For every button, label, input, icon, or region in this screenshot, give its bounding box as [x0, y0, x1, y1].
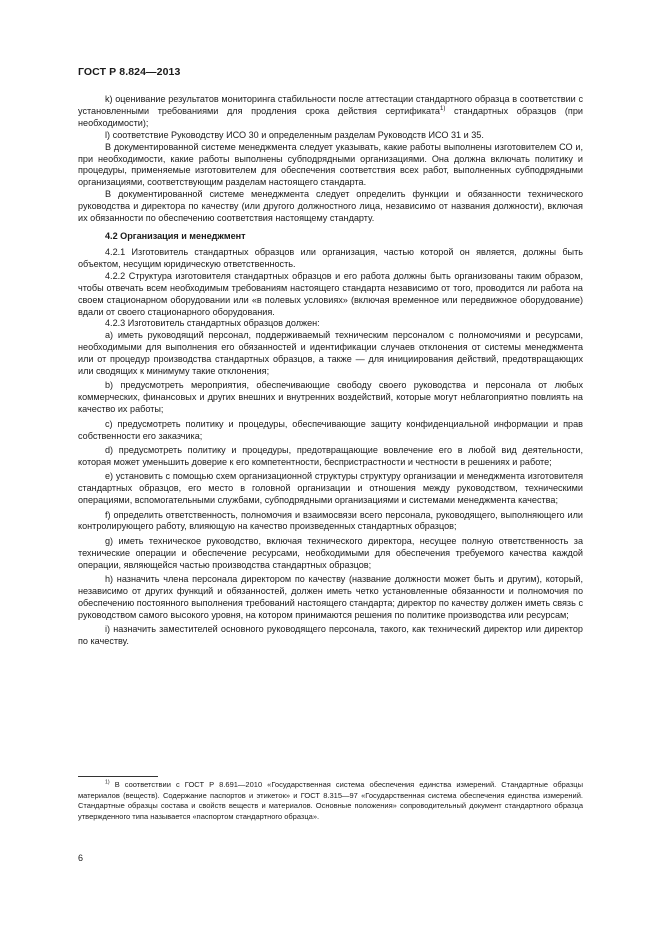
footnote-body: В соответствии с ГОСТ Р 8.691—2010 «Государственная система обеспечения единства измерений. Стандартные образцы материалов (веществ). Содержание паспортов и этикеток» и ГОСТ 8.315—97 «Государственная система обеспечения единства измерений. Стандартные образцы состава и свойств веществ и материалов. Основные положения» сопроводительный документ стандартного образца утвержденного типа называется «паспортом стандартного образца».	[78, 780, 583, 821]
footnote	[78, 780, 583, 822]
list-item-d: d) предусмотреть политику и процедуры, предотвращающие вовлечение его в любой вид деятельности, которая может уменьшить доверие к его компетентности, беспристрастности и честности в решениях и работе;	[78, 444, 583, 467]
list-item-g: g) иметь техническое руководство, включая технического директора, несущее полную ответственность за технические операции и обеспечение ресурсами, необходимыми для обеспечения требуемого качества каждой операции, являющейся частью производства стандартных образцов;	[78, 535, 583, 570]
footnote-marker: 1)	[105, 779, 110, 786]
item-l: l) соответствие Руководству ИСО 30 и определенным разделам Руководств ИСО 31 и 35.	[105, 129, 484, 140]
footnote-divider	[78, 776, 158, 777]
page-number: 6	[78, 853, 84, 863]
running-header: ГОСТ Р 8.824—2013	[78, 66, 181, 78]
list-item-h: h) назначить члена персонала директором по качеству (название должности может быть и другим), который, независимо от других функций и обязанностей, должен иметь четко установленные обязанности и полномочия по обеспечению постоянного выполнения требований настоящего стандарта; директор по качеству должен иметь связь с руководством самого высокого уровня, на котором принимаются решения по политике производства или ресурсам;	[78, 574, 583, 620]
clause-4-2-1: 4.2.1 Изготовитель стандартных образцов или организация, частью которой он является, должны быть объектом, несущим юридическую ответственность.	[78, 246, 583, 269]
list-item-i: i) назначить заместителей основного руководящего персонала, такого, как технический директор или директор по качеству.	[78, 624, 583, 647]
footnote-text	[78, 780, 583, 822]
list-item-a: a) иметь руководящий персонал, поддерживаемый техническим персоналом с полномочиями и ресурсами, необходимыми для выполнения его обязанностей и идентификации случаев отклонения от системы менеджмента или от процедур производства стандартных образцов, а также — для инициирования действий, предотвращающих или сводящих к минимуму такие отклонения;	[78, 330, 583, 377]
item-k	[78, 94, 583, 130]
paragraph-functions: В документированной системе менеджмента следует определить функции и обязанности технического руководства и директора по качеству (или другого должностного лица, независимо от названия должности), включая их обязанности по обеспечению соответствия настоящему стандарту.	[78, 189, 583, 224]
paragraph-system-docs: В документированной системе менеджмента следует указывать, какие работы выполнены изготовителем СО и, при необходимости, какие работы выполнены субподрядными организациями. Она должна включать политику и процедуры, применяемые изготовителем для обеспечения соответствия всех работ, выполненных субподрядными организациями, соответствующим разделам настоящего стандарта.	[78, 141, 583, 188]
section-heading: 4.2 Организация и менеджмент	[105, 230, 246, 241]
item-k-text: k) оцениваниe результатов мониторинга стабильности после аттестации стандартного образца в соответствии с установленными требованиями для продления срока действия сертификата	[78, 94, 583, 116]
list-item-c: c) предусмотреть политику и процедуры, обеспечивающие защиту конфиденциальной информации и прав собственности его заказчика;	[78, 418, 583, 441]
footnote-ref[interactable]: 1)	[439, 105, 446, 112]
item-k-tail: стандартных образцов (при необходимости);	[78, 105, 583, 128]
list-item-f: f) определить ответственность, полномочия и взаимосвязи всего персонала, руководящего, выполняющего или контролирующего работу, влияющую на качество произведенных стандартных образцов;	[78, 509, 583, 532]
clause-4-2-3: 4.2.3 Изготовитель стандартных образцов должен:	[105, 318, 320, 329]
list-item-b: b) предусмотреть мероприятия, обеспечивающие свободу своего руководства и персонала от любых коммерческих, финансовых и других внешних и внутренних воздействий, которые могут неблагоприятно повлиять на качество их работы;	[78, 380, 583, 415]
list-item-e: e) установить с помощью схем организационной структуры структуру организации и менеджмента изготовителя стандартных образцов, его место в головной организации и отношения между руководством, техническими операциями, вспомогательными службами, субподрядными организациями и системами менеджмента качества;	[78, 471, 583, 506]
main-content	[78, 94, 583, 648]
clause-4-2-2: 4.2.2 Структура изготовителя стандартных образцов и его работа должны быть организованы таким образом, чтобы отвечать всем необходимым требованиям настоящего стандарта независимо от того, проводится ли работа на своем стационарном оборудовании или «в полевых условиях» (включая временное или передвижное оборудование) вдали от своего стационарного оборудования.	[78, 270, 583, 317]
